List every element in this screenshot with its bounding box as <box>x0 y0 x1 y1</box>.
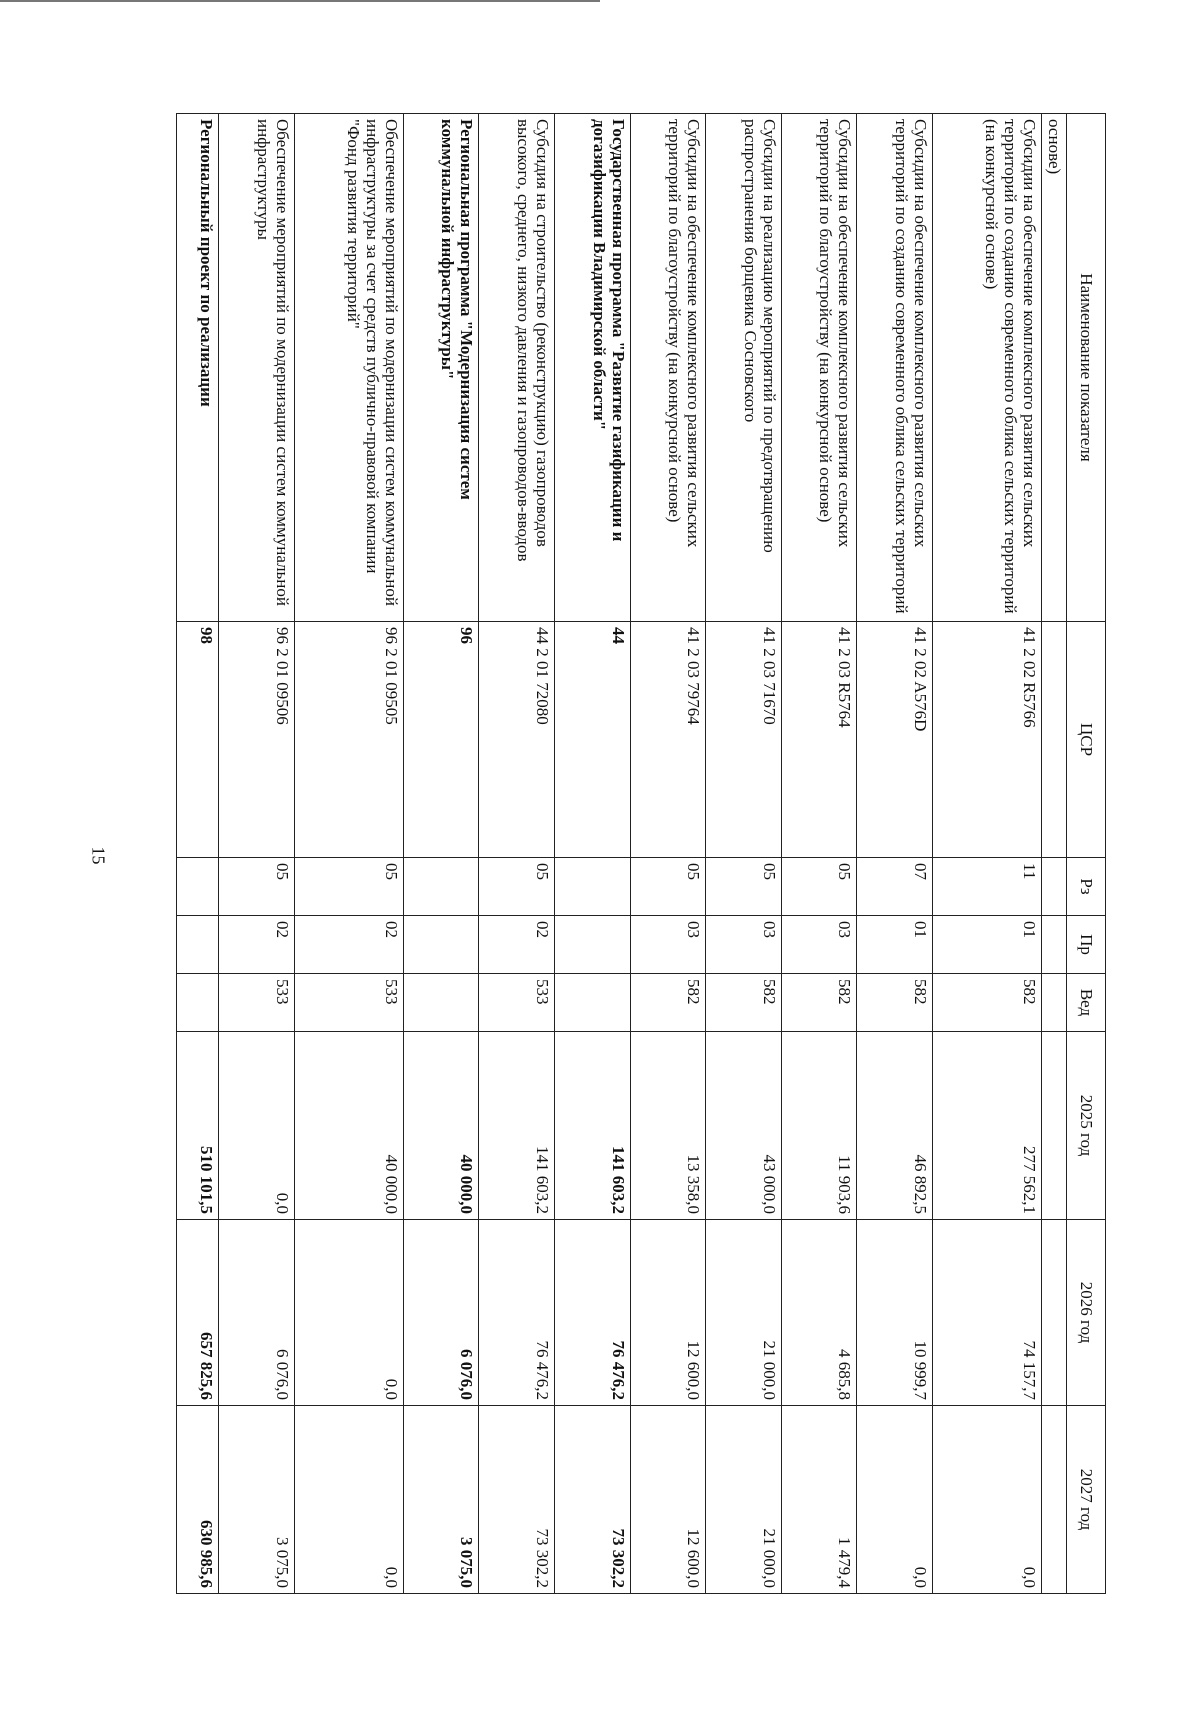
cell-y2027: 12 600,0 <box>630 1406 706 1594</box>
cell-ved: 582 <box>857 974 933 1032</box>
cell-y2025: 46 892,5 <box>857 1032 933 1220</box>
cell-y2026: 74 157,7 <box>933 1220 1042 1406</box>
cell-rz: 07 <box>857 858 933 916</box>
cell-ved: 582 <box>630 974 706 1032</box>
header-2027: 2027 год <box>1067 1406 1106 1594</box>
cell-ved: 582 <box>933 974 1042 1032</box>
table-row <box>479 114 555 1594</box>
cell-ved: 533 <box>219 974 295 1032</box>
scan-edge-line <box>0 0 600 2</box>
table-row <box>403 114 479 1594</box>
cell-y2026: 76 476,2 <box>555 1220 631 1406</box>
cell-ved: 582 <box>781 974 857 1032</box>
cell-name: Субсидия на строительство (реконструкцию) газопроводов высокого, среднего, низкого давления и газопроводов-вводов <box>479 114 555 622</box>
table-row <box>219 114 295 1594</box>
cell-y2025: 43 000,0 <box>706 1032 782 1220</box>
cell-y2027: 73 302,2 <box>555 1406 631 1594</box>
cell-name: Субсидии на обеспечение комплексного развития сельских территорий по благоустройству (на конкурсной основе) <box>630 114 706 622</box>
cell-rz <box>1042 858 1067 916</box>
cell-y2027: 21 000,0 <box>706 1406 782 1594</box>
cell-y2025: 141 603,2 <box>555 1032 631 1220</box>
cell-y2026: 4 685,8 <box>781 1220 857 1406</box>
rotated-table-container <box>176 113 1106 1593</box>
table-row <box>630 114 706 1594</box>
cell-rz: 05 <box>219 858 295 916</box>
cell-rz: 05 <box>630 858 706 916</box>
cell-y2027: 3 075,0 <box>219 1406 295 1594</box>
cell-ved <box>1042 974 1067 1032</box>
cell-csr: 44 <box>555 622 631 858</box>
cell-y2027: 3 075,0 <box>403 1406 479 1594</box>
cell-csr: 41 2 03 R5764 <box>781 622 857 858</box>
table-row <box>933 114 1042 1594</box>
cell-pr <box>1042 916 1067 974</box>
table-row <box>857 114 933 1594</box>
header-pr: Пр <box>1067 916 1106 974</box>
cell-y2025: 11 903,6 <box>781 1032 857 1220</box>
cell-rz <box>555 858 631 916</box>
cell-rz: 05 <box>294 858 403 916</box>
cell-name: Обеспечение мероприятий по модернизации систем коммунальной инфраструктуры <box>219 114 295 622</box>
cell-y2026: 6 076,0 <box>219 1220 295 1406</box>
cell-ved <box>403 974 479 1032</box>
cell-csr: 41 2 03 71670 <box>706 622 782 858</box>
cell-ved: 582 <box>706 974 782 1032</box>
table-row <box>177 114 219 1594</box>
table-row <box>294 114 403 1594</box>
header-2026: 2026 год <box>1067 1220 1106 1406</box>
cell-name: Региональная программа "Модернизация систем коммунальной инфраструктуры" <box>403 114 479 622</box>
cell-y2026: 657 825,6 <box>177 1220 219 1406</box>
cell-name: Обеспечение мероприятий по модернизации систем коммунальной инфраструктуры за счет средств публично-правовой компании "Фонд развития территорий" <box>294 114 403 622</box>
cell-csr <box>1042 622 1067 858</box>
cell-y2026: 10 999,7 <box>857 1220 933 1406</box>
table-row <box>706 114 782 1594</box>
cell-y2026: 76 476,2 <box>479 1220 555 1406</box>
cell-y2026: 6 076,0 <box>403 1220 479 1406</box>
cell-ved <box>555 974 631 1032</box>
cell-csr: 96 2 01 09505 <box>294 622 403 858</box>
cell-y2027: 1 479,4 <box>781 1406 857 1594</box>
cell-pr: 02 <box>479 916 555 974</box>
cell-rz: 05 <box>706 858 782 916</box>
table-row <box>781 114 857 1594</box>
cell-pr <box>177 916 219 974</box>
cell-y2025: 141 603,2 <box>479 1032 555 1220</box>
cell-y2027: 73 302,2 <box>479 1406 555 1594</box>
cell-pr: 03 <box>706 916 782 974</box>
cell-pr: 03 <box>630 916 706 974</box>
cell-pr: 01 <box>933 916 1042 974</box>
cell-pr <box>555 916 631 974</box>
cell-y2027: 630 985,6 <box>177 1406 219 1594</box>
cell-name: Субсидии на обеспечение комплексного развития сельских территорий по созданию современного облика сельских территорий (на конкурсной основе) <box>933 114 1042 622</box>
cell-csr: 41 2 02 R5766 <box>933 622 1042 858</box>
header-ved: Вед <box>1067 974 1106 1032</box>
header-2025: 2025 год <box>1067 1032 1106 1220</box>
cell-y2025: 40 000,0 <box>403 1032 479 1220</box>
cell-name: Субсидии на обеспечение комплексного развития сельских территорий по созданию современного облика сельских территорий <box>857 114 933 622</box>
cell-csr: 41 2 02 A576D <box>857 622 933 858</box>
cell-csr: 44 2 01 72080 <box>479 622 555 858</box>
cell-y2026: 12 600,0 <box>630 1220 706 1406</box>
cell-y2026: 0,0 <box>294 1220 403 1406</box>
cell-rz: 05 <box>479 858 555 916</box>
cell-name: Государственная программа "Развитие газификации и догазификации Владимирской области" <box>555 114 631 622</box>
cell-ved: 533 <box>294 974 403 1032</box>
table-body <box>177 114 1067 1594</box>
cell-name: Субсидии на обеспечение комплексного развития сельских территорий по благоустройству (на конкурсной основе) <box>781 114 857 622</box>
cell-csr: 41 2 03 79764 <box>630 622 706 858</box>
cell-name: Региональный проект по реализации <box>177 114 219 622</box>
cell-csr: 98 <box>177 622 219 858</box>
cell-name: Субсидии на реализацию мероприятий по предотвращению распространения борщевика Сосновского <box>706 114 782 622</box>
cell-y2027 <box>1042 1406 1067 1594</box>
cell-y2026 <box>1042 1220 1067 1406</box>
cell-rz: 05 <box>781 858 857 916</box>
cell-name: основе) <box>1042 114 1067 622</box>
cell-pr: 02 <box>219 916 295 974</box>
cell-rz <box>403 858 479 916</box>
cell-y2027: 0,0 <box>857 1406 933 1594</box>
cell-y2027: 0,0 <box>933 1406 1042 1594</box>
table-header-row <box>1067 114 1106 1594</box>
cell-csr: 96 <box>403 622 479 858</box>
cell-y2025: 40 000,0 <box>294 1032 403 1220</box>
cell-rz: 11 <box>933 858 1042 916</box>
cell-rz <box>177 858 219 916</box>
cell-ved <box>177 974 219 1032</box>
cell-csr: 96 2 01 09506 <box>219 622 295 858</box>
cell-y2025: 510 101,5 <box>177 1032 219 1220</box>
header-rz: Рз <box>1067 858 1106 916</box>
header-name: Наименование показателя <box>1067 114 1106 622</box>
cell-ved: 533 <box>479 974 555 1032</box>
header-csr: ЦСР <box>1067 622 1106 858</box>
cell-pr <box>403 916 479 974</box>
cell-y2026: 21 000,0 <box>706 1220 782 1406</box>
cell-pr: 01 <box>857 916 933 974</box>
cell-y2025: 0,0 <box>219 1032 295 1220</box>
cell-pr: 03 <box>781 916 857 974</box>
cell-y2025 <box>1042 1032 1067 1220</box>
page-number: 15 <box>88 846 109 865</box>
budget-table <box>176 113 1106 1594</box>
cell-y2025: 277 562,1 <box>933 1032 1042 1220</box>
cell-y2025: 13 358,0 <box>630 1032 706 1220</box>
cell-pr: 02 <box>294 916 403 974</box>
table-row <box>555 114 631 1594</box>
cell-y2027: 0,0 <box>294 1406 403 1594</box>
table-row <box>1042 114 1067 1594</box>
